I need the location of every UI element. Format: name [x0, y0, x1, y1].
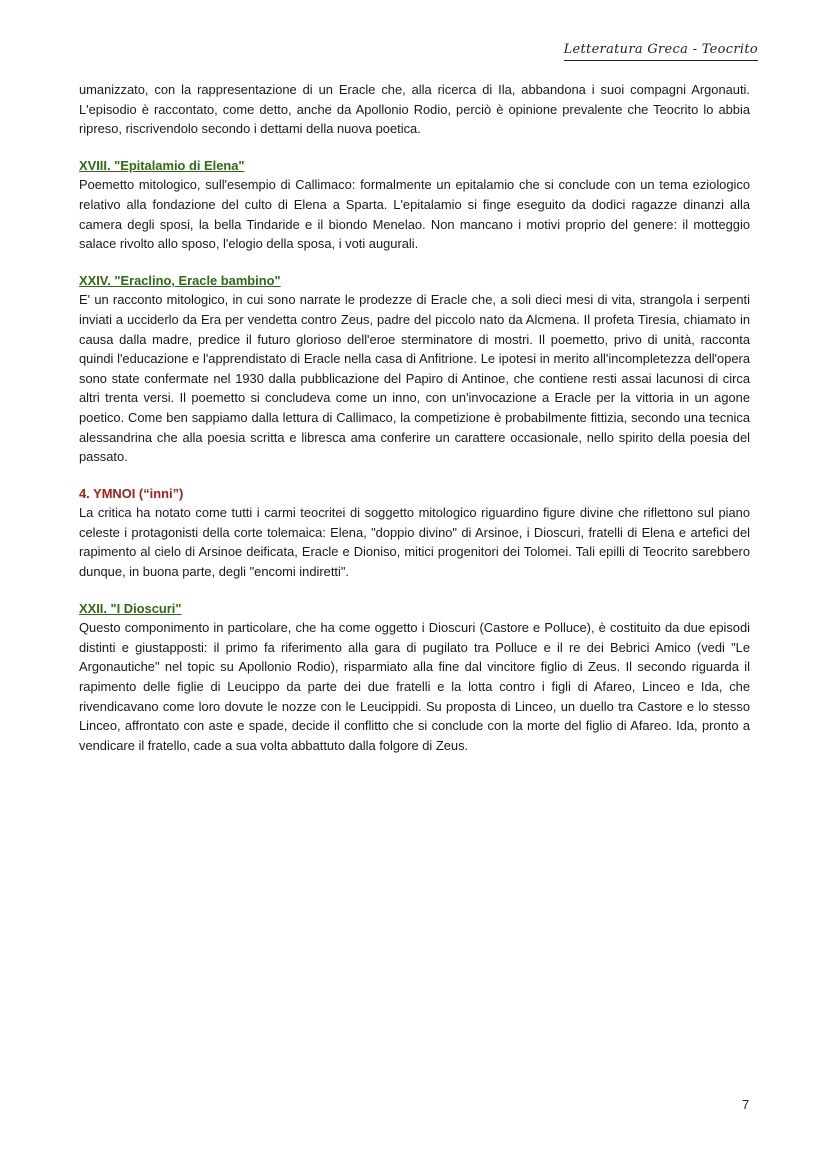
intro-paragraph: umanizzato, con la rappresentazione di un Eracle che, alla ricerca di Ila, abbandona i suoi compagni Argonauti. L'episodio è raccontato, come detto, anche da Apollonio Rodio, perciò è opinione prevalente che Teocrito lo abbia ripreso, riscrivendolo secondo i dettami della nuova poetica.: [79, 82, 750, 137]
section-dioscuri: [79, 599, 750, 756]
section-heading: XXIV. "Eraclino, Eracle bambino": [79, 272, 281, 288]
chapter-heading: 4. YMNOI (“inni”): [79, 485, 184, 501]
section-body: Questo componimento in particolare, che ha come oggetto i Dioscuri (Castore e Polluce), è costituito da due episodi distinti e giustapposti: il primo fa riferimento alla gara di pugilato tra Polluce e il re dei Bebrici Amico (vedi "Le Argonautiche" nel topic su Apollonio Rodio), risparmiato alla fine dal vincitore figlio di Zeus. Il secondo riguarda il rapimento delle figlie di Leucippo da parte dei due fratelli e la lotta contro i figli di Afareo, Linceo e Ida, che rivendicavano come loro dovute le nozze con le Leucippidi. Su proposta di Linceo, un duello tra Castore e lo stesso Linceo, affrontato con aste e spade, decide il conflitto che si conclude con la morte del figlio di Afareo. Ida, pronto a vendicare il fratello, cade a sua volta abbattuto dalla folgore di Zeus.: [79, 620, 750, 753]
section-body: Poemetto mitologico, sull'esempio di Callimaco: formalmente un epitalamio che si conclude con un tema eziologico relativo alla fondazione del culto di Elena a Sparta. L'epitalamio si finge eseguito da dodici ragazze dinanzi alla camera degli sposi, la bella Tindaride e il biondo Menelao. Non mancano i motivi proprio del genere: il motteggio salace rivolto allo sposo, l'elogio della sposa, i voti augurali.: [79, 177, 750, 252]
section-ymnoi: [79, 484, 750, 582]
section-body: E' un racconto mitologico, in cui sono narrate le prodezze di Eracle che, a soli dieci mesi di vita, strangola i serpenti inviati a ucciderlo da Era per vendetta contro Zeus, padre del piccolo nato da Alcmena. Il profeta Tiresia, chiamato in causa dalla madre, predice il futuro glorioso dell'eroe sterminatore di mostri. Il poemetto, privo di unità, racconta quindi l'educazione e l'apprendistato di Eracle nella casa di Anfitrione. Le ipotesi in merito all'incompletezza dell'opera sono state confermate nel 1930 dalla pubblicazione del Papiro di Antinoe, che contiene resti assai lacunosi di circa altri trenta versi. Il poemetto si concludeva come un inno, con un'invocazione a Eracle per la vittoria in un agone poetico. Come ben sappiamo dalla lettura di Callimaco, la competizione è probabilmente fittizia, secondo una tecnica alessandrina che alla poesia scritta e libresca ama conferire un carattere occasionale, nello spirito della poesia del passato.: [79, 292, 750, 465]
running-header: Letteratura Greca - Teocrito: [564, 42, 758, 61]
page-number: 7: [742, 1097, 750, 1112]
section-heading: XVIII. "Epitalamio di Elena": [79, 157, 245, 173]
section-body: La critica ha notato come tutti i carmi teocritei di soggetto mitologico riguardino figure divine che riflettono sul piano celeste i protagonisti della corte tolemaica: Elena, "doppio divino" di Arsinoe, i Dioscuri, fratelli di Elena e artefici del rapimento al cielo di Arsinoe deificata, Eracle e Dioniso, mitici progenitori dei Tolomei. Tali epilli di Teocrito sarebbero dunque, in buona parte, degli "encomi indiretti".: [79, 505, 750, 580]
section-eraclino: [79, 271, 750, 467]
page-content: [79, 80, 750, 755]
section-heading: XXII. "I Dioscuri": [79, 600, 182, 616]
section-epitalamio: [79, 156, 750, 254]
